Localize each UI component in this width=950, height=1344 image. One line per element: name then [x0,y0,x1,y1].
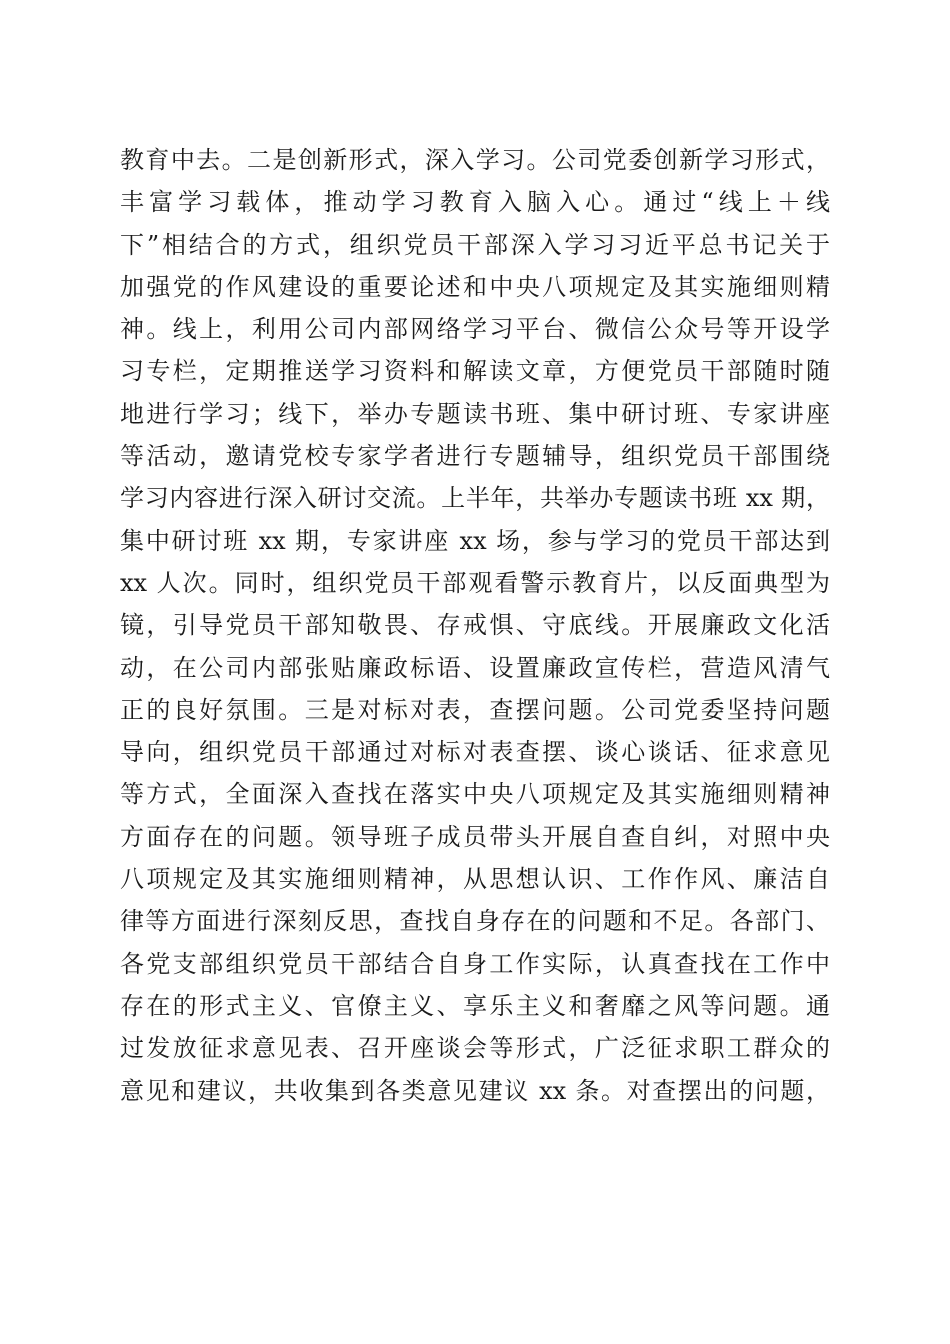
text-line: 教育中去。二是创新形式，深入学习。公司党委创新学习形式， [120,146,830,174]
text-line: 加强党的作风建设的重要论述和中央八项规定及其实施细则精 [120,272,830,301]
text-line: 镜，引导党员干部知敬畏、存戒惧、守底线。开展廉政文化活 [120,611,830,640]
text-line: 八项规定及其实施细则精神，从思想认识、工作作风、廉洁自 [120,865,830,894]
text-line: 方面存在的问题。领导班子成员带头开展自查自纠，对照中央 [120,822,830,851]
text-line: xx 人次。同时，组织党员干部观看警示教育片，以反面典型为 [120,568,830,597]
text-line: 等方式，全面深入查找在落实中央八项规定及其实施细则精神 [120,780,830,809]
text-line: 动，在公司内部张贴廉政标语、设置廉政宣传栏，营造风清气 [120,653,830,682]
text-line: 学习内容进行深入研讨交流。上半年，共举办专题读书班 xx 期， [120,484,830,513]
text-line: 地进行学习；线下，举办专题读书班、集中研讨班、专家讲座 [120,399,830,428]
text-line: 过发放征求意见表、召开座谈会等形式，广泛征求职工群众的 [120,1034,830,1063]
text-line: 丰富学习载体，推动学习教育入脑入心。通过“线上＋线 [120,188,830,217]
text-line: 神。线上，利用公司内部网络学习平台、微信公众号等开设学 [120,315,830,344]
text-line: 存在的形式主义、官僚主义、享乐主义和奢靡之风等问题。通 [120,991,830,1020]
text-line: 意见和建议，共收集到各类意见建议 xx 条。对查摆出的问题， [120,1076,830,1105]
text-line: 导向，组织党员干部通过对标对表查摆、谈心谈话、征求意见 [120,738,830,767]
text-line: 正的良好氛围。三是对标对表，查摆问题。公司党委坚持问题 [120,695,830,724]
text-line: 下”相结合的方式，组织党员干部深入学习习近平总书记关于 [120,230,830,259]
text-line: 各党支部组织党员干部结合自身工作实际，认真查找在工作中 [120,949,830,978]
text-line: 集中研讨班 xx 期，专家讲座 xx 场，参与学习的党员干部达到 [120,526,830,555]
text-line: 律等方面进行深刻反思，查找自身存在的问题和不足。各部门、 [120,907,830,936]
body-paragraph [120,139,830,1112]
text-line: 习专栏，定期推送学习资料和解读文章，方便党员干部随时随 [120,357,830,386]
text-line: 等活动，邀请党校专家学者进行专题辅导，组织党员干部围绕 [120,442,830,471]
